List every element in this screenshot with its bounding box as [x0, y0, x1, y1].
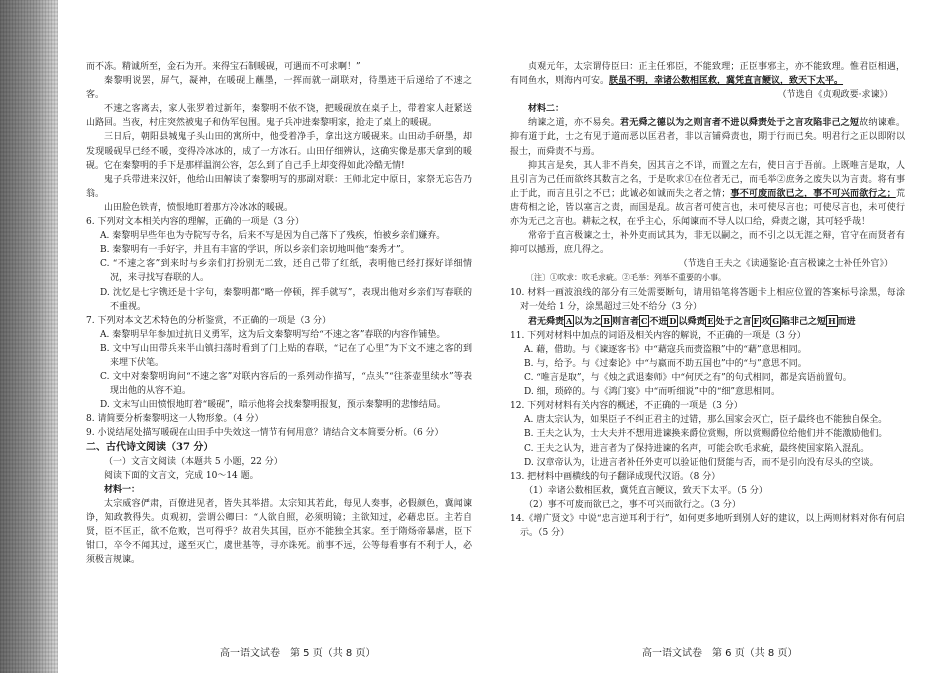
- question-7-option-c: C. 文中对秦黎明询问“不速之客”对联内容后的一系列动作描写，“点头”“往茶壶里续水”等表现出他的从容不迫。: [100, 372, 472, 397]
- question-11-option-a: A. 藉，借助。与《谏逐客书》中“藉寇兵而赍盗粮”中的“藉”意思相同。: [524, 344, 807, 355]
- section-2-heading: 二、古代诗文阅读（37 分）: [86, 441, 214, 453]
- material-2-paragraph: 纳谏之道，亦不易矣。君无舜之德以为之则言者不进以舜责处于之言攻陷非己之短故纳谏难。抑有道于此，士之有见于道而恶以匡君者，非以言铺舜责也，期于行而已矣。明君行之正以即附以报士，而舜责不与焉。: [510, 118, 905, 157]
- question-7-option-b: B. 文中写山田带兵来半山镇扫荡时看到了门上贴的春联，“记在了心里”为下文不速之客的到来埋下伏笔。: [100, 343, 472, 368]
- material-1-source: （节选自《贞观政要·求谏》）: [777, 90, 893, 101]
- wavy-line-passage: 君无舜之德以为之则言者不进以舜责处于之言攻陷非己之短: [620, 118, 860, 129]
- question-12-option-a: A. 唐太宗认为，如果臣子不纠正君主的过错，那么国家会灭亡，臣子最终也不能独自保全。: [524, 415, 888, 426]
- answer-box-h: H: [828, 315, 836, 326]
- story-paragraph: 三日后，朝阳县城鬼子头山田的寓所中，他受着净手，拿出这方暖砚来。山田动手研墨，却发现暖砚早已经不暖，变得冷冰冰的，成了一方冰石。山田仔细辨认，这确实像是那天拿到的暖砚。它在秦黎明的手下是那样温润公容，怎么到了自己手上却变得如此冷酷无情!: [86, 132, 472, 171]
- answer-box-e: E: [707, 315, 714, 326]
- answer-box-d: D: [669, 315, 677, 326]
- question-6-option-a: A. 秦黎明早些年也为寺院写寺名，后来不写是因为自己落下了残疾，怕被乡亲们嫌弃。: [100, 231, 446, 242]
- answer-box-a: A: [566, 315, 573, 326]
- question-12-option-b: B. 王夫之认为，士大夫并不想用进谏换来爵位赏赐，所以赏赐爵位给他们并不能激励他们。: [524, 429, 888, 440]
- question-6-option-c: C. “不速之客”到来时与乡亲们打扮别无二致，还自己带了红纸，表明他已经打探好详细情况，来寻找写春联的人。: [100, 259, 472, 284]
- question-11-option-d: D. 细，琐碎的。与《鸿门宴》中“而听细说”中的“细”意思相同。: [524, 387, 781, 398]
- question-9: 9. 小说结尾处描写暖砚在山田手中失效这一情节有何用意？请结合文本简要分析。（6 分）: [86, 428, 444, 439]
- reading-instruction: 阅读下面的文言文，完成 10～14 题。: [104, 470, 259, 481]
- story-paragraph: 鬼子兵带进来汉奸，他给山田解读了秦黎明写的那副对联：王师北定中原日，家祭无忘告乃翁。: [86, 174, 472, 199]
- question-12-option-d: D. 汉章帝认为，让进言者补任外吏可以验证他们贤能与否，而不是引向没有尽头的空谈。: [524, 457, 879, 468]
- story-paragraph: 而不冻。精诚所至，金石为开。来得宝石制暖砚，可遇而不可求啊！”: [86, 62, 361, 72]
- question-7-option-d: D. 文末写山田愤恨地盯着“暖砚”，暗示他将会找秦黎明报复，预示秦黎明的悲惨结局。: [100, 400, 446, 411]
- question-12-stem: 12. 下列对材料有关内容的概述，不正确的一项是（3 分）: [510, 401, 743, 412]
- material-2-label: 材料二：: [528, 104, 565, 115]
- question-13-item-2: （2）事不可废而欲已之，事不可兴而欲行之。（3 分）: [524, 499, 741, 510]
- material-1-text: 太宗威容俨肃，百僚进见者，皆失其举措。太宗知其若此，每见人奏事，必假颜色，冀闻谏诤，知政教得失。贞观初，尝谓公卿曰：“人欲自照，必须明镜；主欲知过，必藉忠臣。主若自贤，臣不匡正，欲不危败，岂可得乎？故君失其国，臣亦不能独全其家。至于隋炀帝暴虐，臣下钳口，卒令不闻其过，遂至灭亡，虞世基等，寻亦诛死。前事不远，公等每看事有不利于人，必须极言规谏。: [86, 498, 472, 566]
- answer-box-g: G: [772, 315, 780, 326]
- answer-box-b: B: [603, 315, 611, 326]
- underlined-sentence: 朕虽不明，幸诸公数相匡救，冀凭直言鲠议，致天下太平。: [609, 76, 844, 87]
- question-7-stem: 7. 下列对本文艺术特色的分析鉴赏，不正确的一项是（3 分）: [86, 315, 332, 326]
- story-paragraph: 不速之客离去，家人张罗着过新年，秦黎明不依不饶，把暖砚放在桌子上，带着家人赶紧送山路回。当夜，村庄突然被鬼子和伪军包围。鬼子兵冲进秦黎明家，抢走了桌上的暖砚。: [86, 104, 472, 129]
- question-12-option-c: C. 王夫之认为，进言者为了保持进谏的名声，可能会吹毛求疵，最终使国家陷入混乱。: [524, 443, 870, 454]
- question-11-stem: 11. 下列对材料中加点的词语及相关内容的解说，不正确的一项是（3 分）: [510, 330, 806, 341]
- question-6-option-d: D. 沈忆是七字镌还是十字句，秦黎明都“略一停顿，挥手就写”，表现出他对乡亲们写春联的不重视。: [100, 287, 472, 312]
- footnote: 〔注〕①吹求：吹毛求疵。②毛举：列举不重要的小事。: [526, 273, 726, 283]
- answer-box-f: F: [753, 315, 760, 326]
- question-13-stem: 13. 把材料中画横线的句子翻译成现代汉语。（8 分）: [510, 471, 721, 482]
- underlined-sentence: 事不可废而欲已之，事不可兴而欲行之；: [730, 188, 896, 199]
- material-1-label: 材料一：: [104, 484, 141, 495]
- question-7-option-a: A. 秦黎明早年参加过抗日义勇军，这为后文秦黎明写给“不速之客”春联的内容作铺垫。: [100, 329, 446, 340]
- question-10-punctuation-line: 君无舜责 A 以为之 B 则言者 C 不进 D 以舜责 E 处于之言 F 攻 G 陷非己之短 H 而进: [528, 315, 856, 327]
- story-paragraph: 秦黎明说罢，屏气，凝神，在暖砚上蘸墨，一挥而就一副联对，待墨迹干后递给了不速之客。: [86, 76, 472, 101]
- material-2-source: （节选自王夫之《读通鉴论·直言极谏之士补任外官》）: [678, 259, 893, 270]
- question-10-stem: 10. 材料一画波浪线的部分有三处需要断句，请用铅笔将答题卡上相应位置的答案标号涂黑，每涂对一处给 1 分，涂黑超过三处不给分（3 分）: [510, 287, 905, 312]
- question-14: 14.《增广贤文》中说“忠言逆耳利于行”，如何更多地听到别人好的建议，以上两则材料对你有何启示。（5 分）: [510, 514, 905, 539]
- question-6-option-b: B. 秦黎明有一手好字，并且有丰富的学识，所以乡亲们亲切地叫他“秦秀才”。: [100, 245, 410, 256]
- question-8: 8. 请简要分析秦黎明这一人物形象。（4 分）: [86, 414, 264, 425]
- question-6-stem: 6. 下列对文本相关内容的理解，正确的一项是（3 分）: [86, 217, 305, 228]
- material-2-paragraph: 抑其言是矣，其人非不肖矣，因其言之不详，而置之左右，使日言于吾前。上既唯言是取，人且引言为己任而欲终其数言之名，于是吹求①在位者无己，而毛举②庶务之废失以为言责。将有事止于此，而言且引之不已；此诚必如诚而失之者之情；事不可废而欲已之，事不可兴而欲行之；荒唐苟相之论，皆以塞言之责，而国是乱。故言者可使言也，未可使尽言也；可使尽言也，未可使行亦为无己之言也。耕耘之权，在乎主心，乐闻谏而不导人以口给，舜责之谢，其可轻乎哉！: [510, 160, 905, 228]
- page-6-footer: 高一语文试卷 第 6 页（共 8 页）: [642, 648, 798, 659]
- page-5-footer: 高一语文试卷 第 5 页（共 8 页）: [220, 648, 376, 659]
- page-6-column: [510, 60, 905, 640]
- scanned-page-edge: [0, 0, 58, 673]
- material-1-continued: 贞观元年，太宗谓侍臣曰：正主任邪臣，不能致理；正臣事邪主，亦不能致理。惟君臣相遇，有同鱼水，则海内可安。朕虽不明，幸诸公数相匡救，冀凭直言鲠议，致天下太平。: [510, 62, 905, 87]
- question-11-option-c: C. “唯言是取”，与《烛之武退秦师》中“何厌之有”的句式相同，都是宾语前置句。: [524, 373, 852, 384]
- question-13-item-1: （1）幸诸公数相匡救，冀凭直言鲠议，致天下太平。（5 分）: [524, 485, 768, 496]
- story-paragraph: 山田脸色铁青，愤恨地盯着那方冷冰冰的暖砚。: [104, 202, 294, 213]
- material-2-paragraph: 常帝于直言极谏之士，补外吏而试其为，非无以嗣之，而不引之以无涯之辩，官守在而贤者有抑可以撼焉，庶几得之。: [510, 231, 905, 256]
- answer-box-c: C: [641, 315, 648, 326]
- subsection-heading: （一）文言文阅读（本题共 5 小题，22 分）: [104, 456, 283, 467]
- question-11-option-b: B. 与，给予。与《过秦论》中“与嬴而不助五国也”中的“与”意思不同。: [524, 358, 807, 369]
- page-5-column: [86, 60, 472, 640]
